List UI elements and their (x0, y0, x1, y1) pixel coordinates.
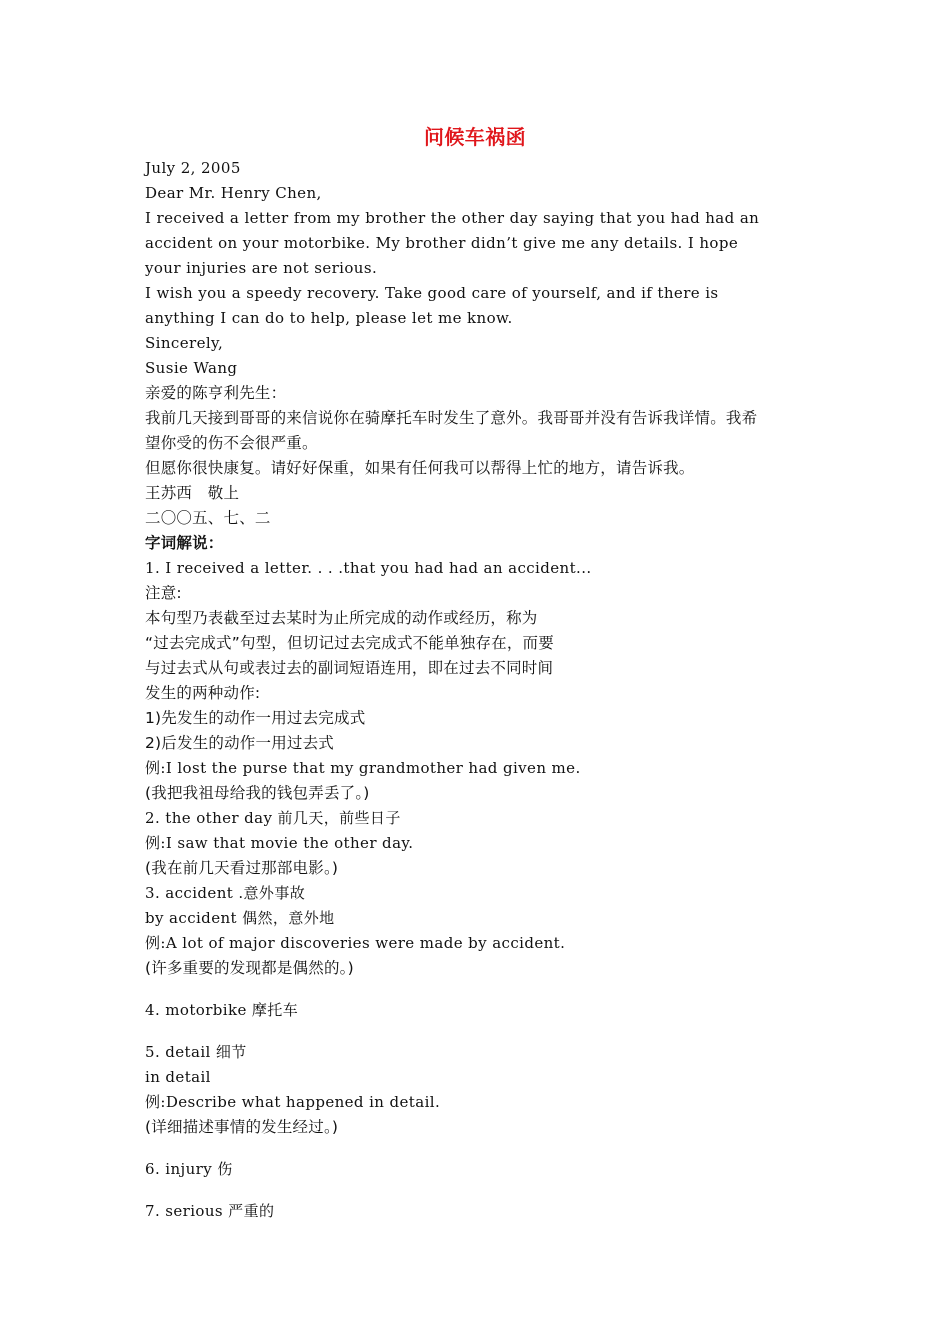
letter-body-line: I wish you a speedy recovery. Take good care of yourself, and if there is (145, 284, 719, 302)
note-line: 2)后发生的动作一用过去式 (145, 734, 335, 752)
letter-signature: Susie Wang (145, 359, 238, 377)
translation-body-line: 但愿你很快康复。请好好保重，如果有任何我可以帮得上忙的地方，请告诉我。 (145, 459, 695, 477)
note-line: 1)先发生的动作一用过去完成式 (145, 709, 366, 727)
spacer (145, 981, 805, 998)
note-line: 2. the other day 前几天，前些日子 (145, 809, 401, 827)
note-line: 注意: (145, 584, 182, 602)
note-translation: (我在前几天看过那部电影。) (145, 859, 339, 877)
spacer (145, 1140, 805, 1157)
letter-body-line: I received a letter from my brother the other day saying that you had had an (145, 209, 760, 227)
letter-body-line: your injuries are not serious. (145, 259, 378, 277)
translation-body-line: 我前几天接到哥哥的来信说你在骑摩托车时发生了意外。我哥哥并没有告诉我详情。我希 (145, 409, 758, 427)
translation-date: 二〇〇五、七、二 (145, 509, 271, 527)
translation-body-line: 望你受的伤不会很严重。 (145, 434, 318, 452)
vocab-item: 5. detail 细节 (145, 1043, 247, 1061)
note-line: “过去完成式”句型，但切记过去完成式不能单独存在，而要 (145, 634, 554, 652)
vocab-translation: (详细描述事情的发生经过。) (145, 1118, 339, 1136)
note-line: 3. accident .意外事故 (145, 884, 306, 902)
note-line: by accident 偶然，意外地 (145, 909, 335, 927)
letter-closing: Sincerely, (145, 334, 224, 352)
document-page (145, 122, 805, 1224)
letter-body-line: anything I can do to help, please let me know. (145, 309, 513, 327)
vocab-item: 6. injury 伤 (145, 1160, 233, 1178)
note-example: 例:I saw that movie the other day. (145, 834, 414, 852)
note-line: 发生的两种动作: (145, 684, 261, 702)
vocab-line: in detail (145, 1068, 211, 1086)
note-example: 例:I lost the purse that my grandmother had given me. (145, 759, 581, 777)
notes-heading: 字词解说： (145, 534, 224, 552)
translation-signature: 王苏西 敬上 (145, 484, 240, 502)
vocab-item: 7. serious 严重的 (145, 1202, 275, 1220)
note-translation: (我把我祖母给我的钱包弄丢了。) (145, 784, 370, 802)
translation-salutation: 亲爱的陈亨利先生： (145, 384, 287, 402)
note-line: 本句型乃表截至过去某时为止所完成的动作或经历，称为 (145, 609, 538, 627)
spacer (145, 1182, 805, 1199)
letter-date: July 2, 2005 (145, 159, 241, 177)
note-example: 例:A lot of major discoveries were made by accident. (145, 934, 566, 952)
letter-salutation: Dear Mr. Henry Chen, (145, 184, 322, 202)
letter-body-line: accident on your motorbike. My brother didn’t give me any details. I hope (145, 234, 739, 252)
spacer (145, 1023, 805, 1040)
vocab-item: 4. motorbike 摩托车 (145, 1001, 299, 1019)
document-title: 问候车祸函 (424, 125, 526, 149)
vocab-example: 例:Describe what happened in detail. (145, 1093, 441, 1111)
note-line: 与过去式从句或表过去的副词短语连用，即在过去不同时间 (145, 659, 554, 677)
note-translation: (许多重要的发现都是偶然的。) (145, 959, 354, 977)
note-line: 1. I received a letter. . . .that you had had an accident... (145, 559, 592, 577)
